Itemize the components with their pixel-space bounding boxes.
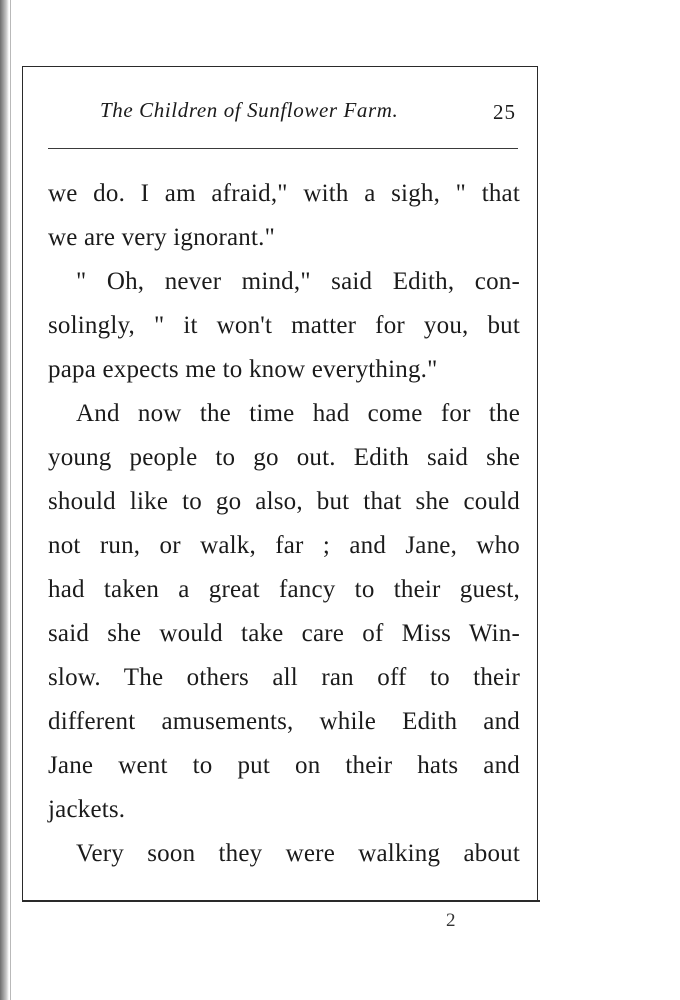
text-line: we are very ignorant.": [48, 224, 276, 251]
book-spine-shadow: [0, 0, 9, 1000]
text-line: we do. I am afraid," with a sigh, " that: [48, 180, 520, 207]
text-line: said she would take care of Miss Win-: [48, 620, 520, 647]
text-line: should like to go also, but that she could: [48, 488, 520, 515]
text-line: jackets.: [48, 796, 126, 823]
text-line: Jane went to put on their hats and: [48, 752, 520, 779]
page-number: 25: [493, 100, 516, 124]
text-line: " Oh, never mind," said Edith, con-: [76, 268, 520, 295]
text-line: And now the time had come for the: [76, 400, 520, 427]
text-line: solingly, " it won't matter for you, but: [48, 312, 520, 339]
text-line: had taken a great fancy to their guest,: [48, 576, 520, 603]
running-head: [100, 98, 520, 134]
body-text: [48, 172, 520, 876]
text-line: not run, or walk, far ; and Jane, who: [48, 532, 520, 559]
text-line: papa expects me to know everything.": [48, 356, 438, 383]
header-rule: [48, 148, 518, 149]
page-frame-bottom-rule: [22, 900, 540, 902]
text-line: young people to go out. Edith said she: [48, 444, 520, 471]
gutter-line: [10, 0, 11, 1000]
running-head-title: The Children of Sunflower Farm.: [100, 98, 399, 122]
text-line: Very soon they were walking about: [76, 840, 520, 867]
text-line: slow. The others all ran off to their: [48, 664, 520, 691]
signature-mark: 2: [446, 910, 456, 931]
text-line: different amusements, while Edith and: [48, 708, 520, 735]
